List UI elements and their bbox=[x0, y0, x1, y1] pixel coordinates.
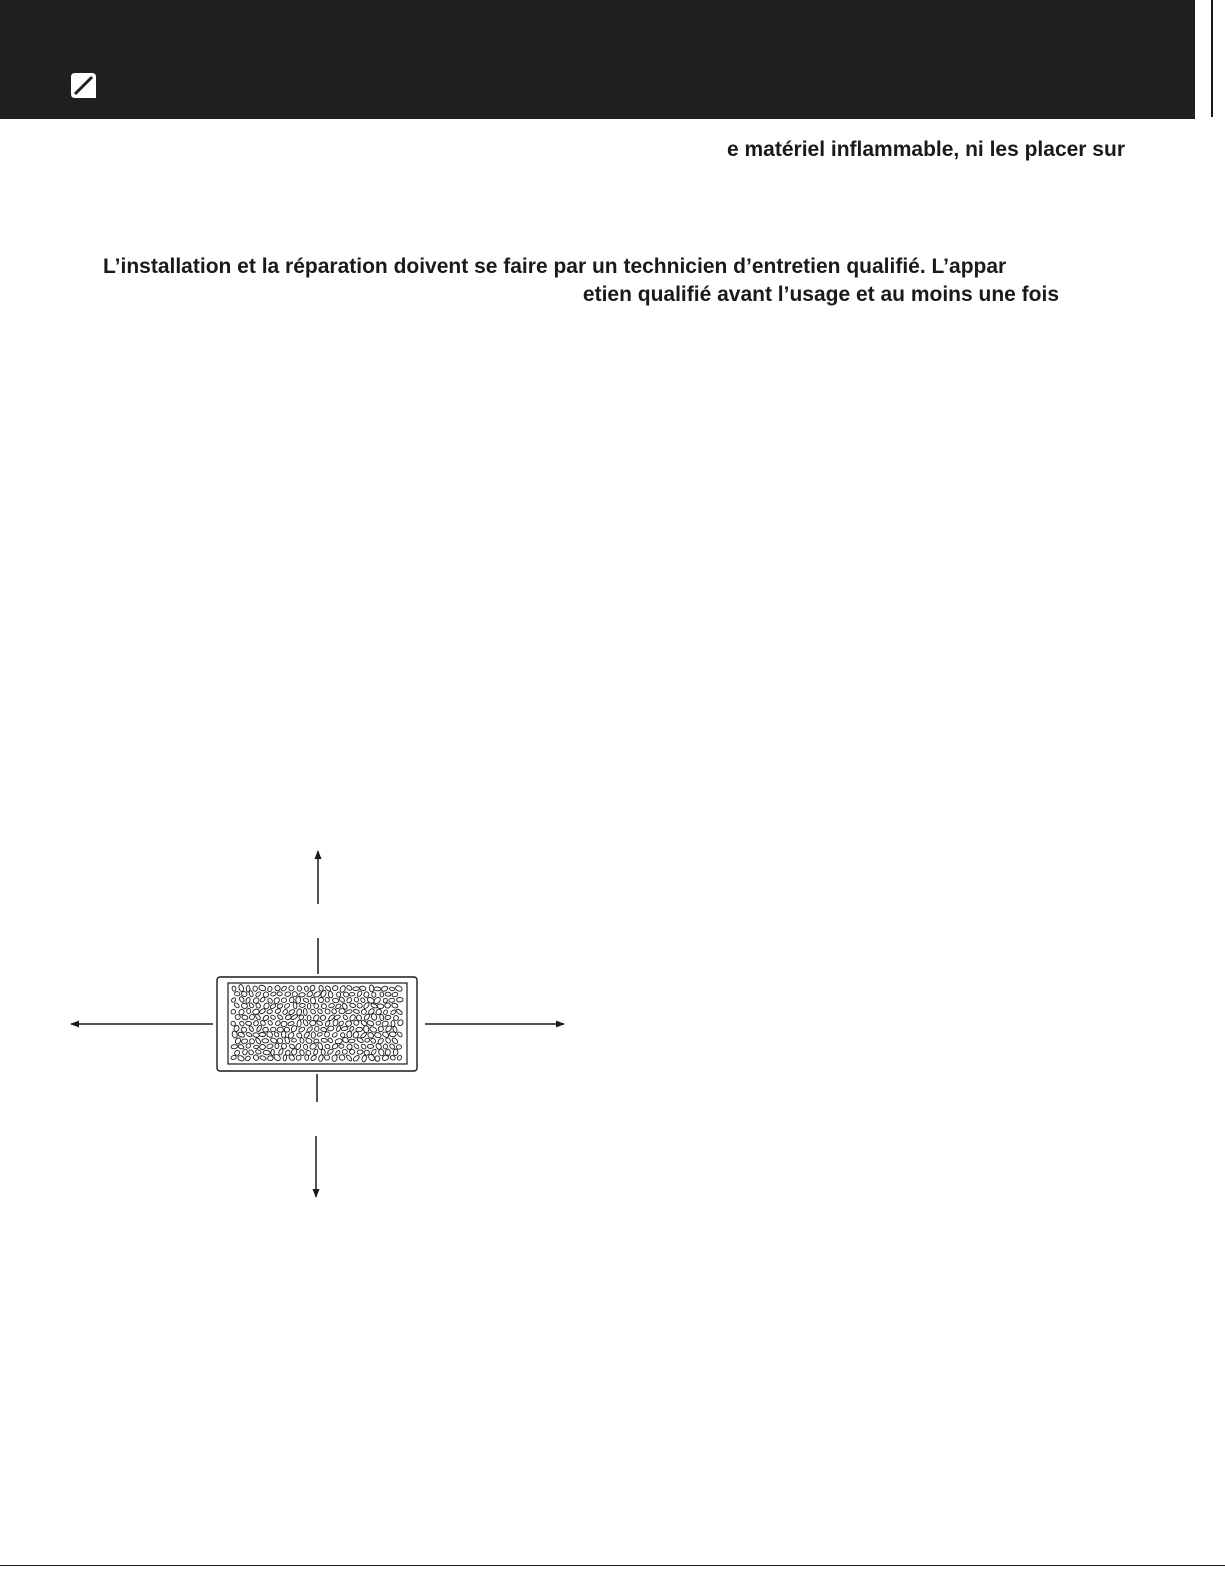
bottom-clearance-arrow bbox=[316, 1074, 317, 1197]
footer-rule bbox=[0, 1565, 1225, 1566]
slashed-leaf-logo-icon bbox=[70, 72, 97, 99]
body-text-line-1: e matériel inflammable, ni les placer sur bbox=[726, 138, 1125, 161]
page-edge-rule bbox=[1211, 0, 1213, 117]
clearance-diagram bbox=[60, 840, 580, 1210]
body-text-line-2: L’installation et la réparation doivent se faire par un technicien d’entretien qualifié. L’appar bbox=[103, 255, 1007, 278]
header-bar bbox=[0, 0, 1195, 119]
body-text-line-3: etien qualifié avant l’usage et au moins une fois bbox=[582, 283, 1059, 306]
